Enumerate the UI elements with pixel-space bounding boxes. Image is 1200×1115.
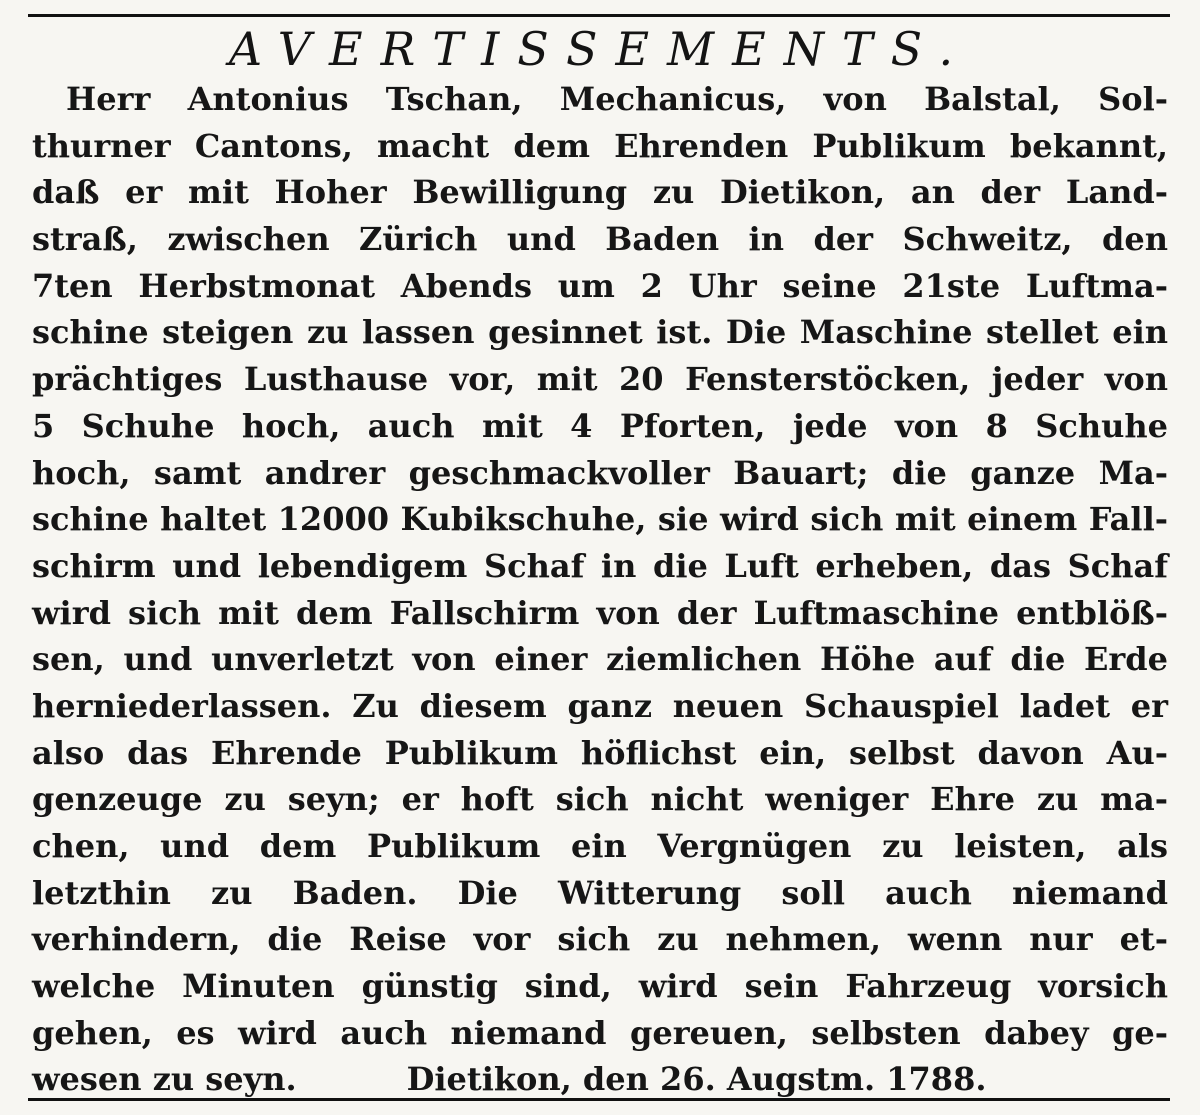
text-line: schine steigen zu lassen gesinnet ist. Die Maschine stellet ein	[32, 313, 1168, 352]
text-line: also das Ehrende Publikum höflichst ein, selbst davon Au-	[32, 733, 1168, 772]
closing-text: wesen zu seyn.	[32, 1060, 297, 1099]
closing-line	[32, 1056, 1168, 1103]
text-line: thurner Cantons, macht dem Ehrenden Publikum bekannt,	[32, 126, 1168, 165]
section-heading: AVERTISSEMENTS.	[228, 22, 972, 76]
text-line: letzthin zu Baden. Die Witterung soll auch niemand	[32, 873, 1168, 912]
text-line: Herr Antonius Tschan, Mechanicus, von Balstal, Sol-	[66, 80, 1168, 118]
text-line: verhindern, die Reise vor sich zu nehmen, wenn nur et-	[32, 920, 1168, 959]
text-line: straß, zwischen Zürich und Baden in der Schweitz, den	[32, 220, 1168, 259]
text-line: herniederlassen. Zu diesem ganz neuen Schauspiel ladet er	[32, 686, 1168, 725]
dateline-signature: Dietikon, den 26. Augstm. 1788.	[406, 1060, 987, 1099]
advertisement-body	[32, 76, 1168, 1103]
text-line: hoch, samt andrer geschmackvoller Bauart; die ganze Ma-	[32, 453, 1168, 492]
text-line: wird sich mit dem Fallschirm von der Luftmaschine entblöß-	[32, 593, 1168, 632]
top-rule	[28, 14, 1170, 17]
text-line: prächtiges Lusthause vor, mit 20 Fensterstöcken, jeder von	[32, 360, 1168, 399]
text-line: schirm und lebendigem Schaf in die Luft erheben, das Schaf	[32, 546, 1168, 585]
text-line: schine haltet 12000 Kubikschuhe, sie wird sich mit einem Fall-	[32, 500, 1168, 539]
text-line: sen, und unverletzt von einer ziemlichen Höhe auf die Erde	[32, 640, 1168, 679]
text-line: gehen, es wird auch niemand gereuen, selbsten dabey ge-	[32, 1013, 1168, 1052]
text-line: genzeuge zu seyn; er hoft sich nicht weniger Ehre zu ma-	[32, 780, 1168, 819]
text-line: 7ten Herbstmonat Abends um 2 Uhr seine 21ste Luftma-	[32, 266, 1168, 305]
text-line: chen, und dem Publikum ein Vergnügen zu leisten, als	[32, 827, 1168, 865]
text-line: welche Minuten günstig sind, wird sein Fahrzeug vorsich	[32, 967, 1168, 1006]
text-line: 5 Schuhe hoch, auch mit 4 Pforten, jede von 8 Schuhe	[32, 406, 1168, 445]
bottom-rule	[28, 1098, 1170, 1101]
text-line: daß er mit Hoher Bewilligung zu Dietikon, an der Land-	[32, 173, 1168, 212]
